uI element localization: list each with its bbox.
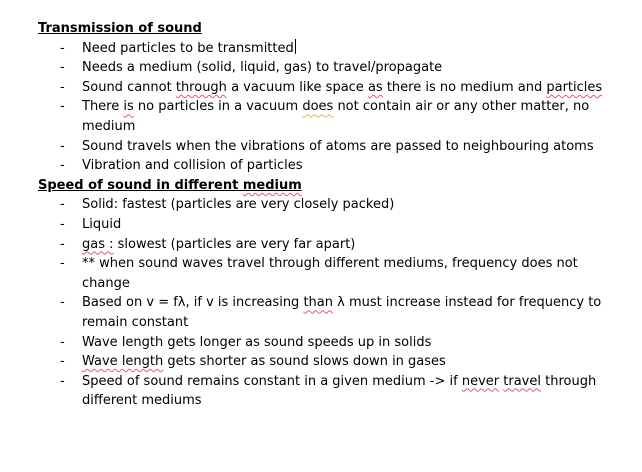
spelling-underline: travel [503,373,541,389]
list-item: - Needs a medium (solid, liquid, gas) to travel/propagate [38,58,612,78]
list-item: - Sound cannot through a vacuum like space as there is no medium and particles [38,78,612,98]
bullet-text: Need particles to be transmitted [82,40,294,56]
list-item: - Vibration and collision of particles [38,156,612,176]
list-item: - Speed of sound remains constant in a given medium -> if never travel through different mediums [38,372,612,411]
list-item: - Solid: fastest (particles are very closely packed) [38,195,612,215]
bullet-list-transmission [38,39,642,176]
list-item: - gas : slowest (particles are very far apart) [38,235,612,255]
list-item: - Based on v = fλ, if v is increasing than λ must increase instead for frequency to remain constant [38,293,612,332]
list-item: - Liquid [38,215,612,235]
section-heading-transmission: Transmission of sound [38,21,202,36]
spelling-underline: gas : [82,236,114,252]
list-item: - ** when sound waves travel through different mediums, frequency does not change [38,254,612,293]
spelling-underline: than [303,295,333,311]
list-item: - Wave length gets shorter as sound slows down in gases [38,352,612,372]
grammar-underline: does [302,99,334,115]
section-heading-speed: Speed of sound in different medium [38,177,302,193]
spelling-underline: is [123,99,134,115]
spelling-underline: never [461,373,500,389]
list-item: - Wave length gets longer as sound speeds up in solids [38,333,612,353]
spelling-underline: through [175,79,227,95]
list-item [38,39,612,59]
list-item: - There is no particles in a vacuum does not contain air or any other matter, no medium [38,97,612,136]
spelling-underline: particles [546,79,603,95]
bullet-list-speed [38,195,642,411]
text-cursor [295,39,296,54]
spelling-underline: Wave length [82,354,164,370]
spelling-underline: as [367,79,383,95]
list-item: - Sound travels when the vibrations of atoms are passed to neighbouring atoms [38,137,612,157]
spelling-underline: medium [242,177,302,193]
